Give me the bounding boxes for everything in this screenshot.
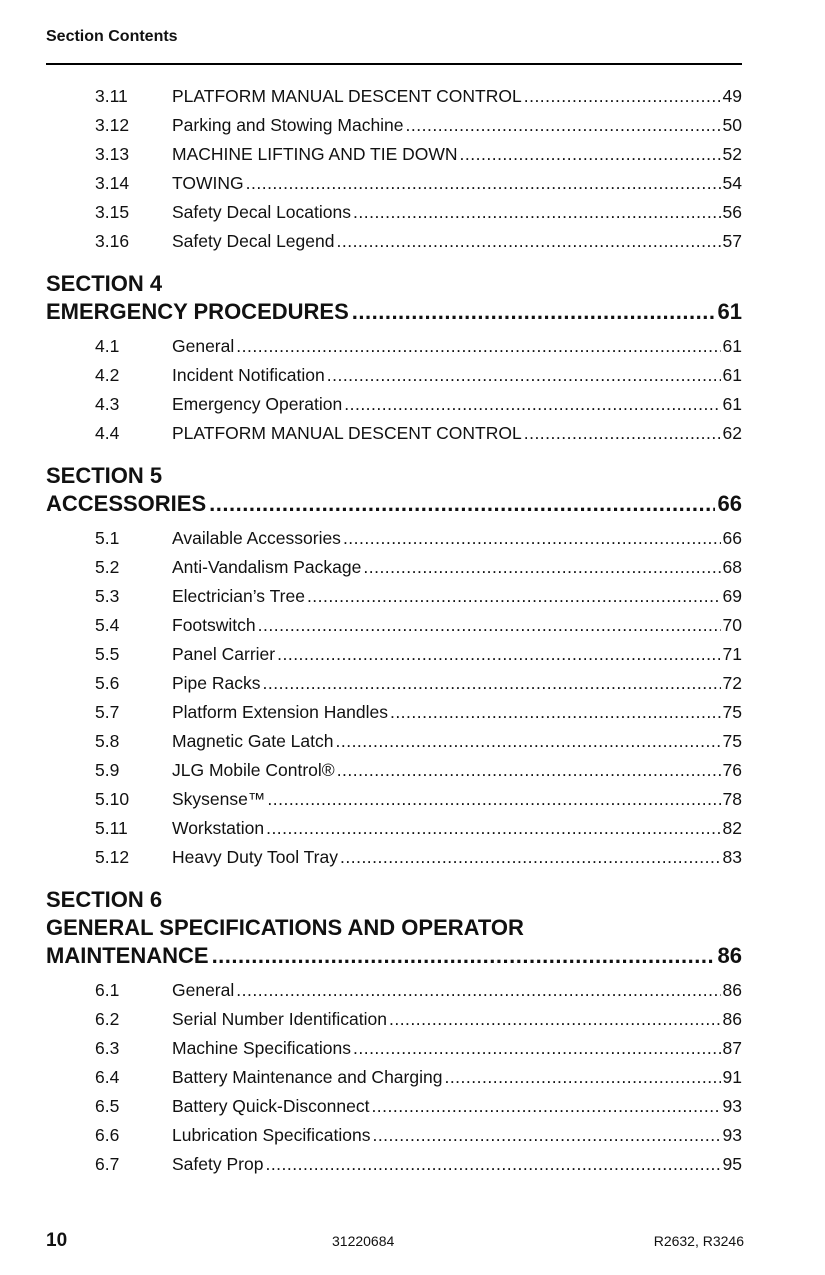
toc-entry-title: Parking and Stowing Machine: [172, 115, 404, 135]
dot-leader: [343, 524, 721, 553]
toc-entry-page: 70: [722, 615, 742, 635]
section-title: ACCESSORIES: [46, 491, 207, 516]
toc-entry-page: 76: [722, 760, 742, 780]
toc-entry[interactable]: [46, 1005, 742, 1034]
toc-entry-title: MACHINE LIFTING AND TIE DOWN: [172, 144, 458, 164]
dot-leader: [277, 640, 720, 669]
toc-entry[interactable]: [46, 227, 742, 256]
toc-section-heading[interactable]: [46, 270, 742, 326]
toc-entry-title: PLATFORM MANUAL DESCENT CONTROL: [172, 86, 522, 106]
toc-entry-title: Serial Number Identification: [172, 1009, 387, 1029]
toc-entry-page: 61: [722, 394, 742, 414]
section-label: SECTION 6: [46, 887, 163, 912]
toc-entry-page: 57: [722, 231, 742, 251]
toc-entry-number: 3.16: [95, 231, 130, 251]
toc-entry-page: 69: [722, 586, 742, 606]
toc-entry[interactable]: [46, 553, 742, 582]
toc-entry-page: 91: [722, 1067, 742, 1087]
dot-leader: [212, 942, 715, 970]
toc-entry[interactable]: [46, 727, 742, 756]
toc-entry-page: 93: [722, 1125, 742, 1145]
toc-entry[interactable]: [46, 756, 742, 785]
toc-entry-page: 86: [722, 980, 742, 1000]
toc-entry-number: 5.11: [95, 818, 128, 838]
footer-models: R2632, R3246: [653, 1233, 744, 1249]
toc-entry[interactable]: [46, 111, 742, 140]
dot-leader: [209, 490, 714, 518]
table-of-contents: [46, 82, 742, 1179]
toc-entry-page: 50: [722, 115, 742, 135]
dot-leader: [236, 976, 720, 1005]
toc-entry[interactable]: [46, 82, 742, 111]
footer-page-number: 10: [46, 1230, 68, 1251]
section-title: EMERGENCY PROCEDURES: [46, 299, 349, 324]
dot-leader: [258, 611, 721, 640]
toc-entry-title: Machine Specifications: [172, 1038, 351, 1058]
toc-entry-number: 5.1: [95, 528, 120, 548]
toc-entry[interactable]: [46, 524, 742, 553]
toc-entry[interactable]: [46, 1034, 742, 1063]
toc-entry[interactable]: [46, 582, 742, 611]
toc-section-heading[interactable]: [46, 886, 742, 970]
toc-entry-title: Safety Prop: [172, 1154, 264, 1174]
dot-leader: [444, 1063, 720, 1092]
dot-leader: [460, 140, 721, 169]
dot-leader: [372, 1121, 720, 1150]
toc-entry-number: 3.12: [95, 115, 130, 135]
toc-entry[interactable]: [46, 814, 742, 843]
toc-entry-title: Panel Carrier: [172, 644, 276, 664]
toc-entry-page: 61: [722, 336, 742, 356]
dot-leader: [390, 698, 721, 727]
section-title-final: [46, 942, 742, 970]
toc-entry-page: 68: [722, 557, 742, 577]
toc-entry-page: 78: [722, 789, 742, 809]
toc-entry-page: 83: [722, 847, 742, 867]
toc-entry-page: 61: [722, 365, 742, 385]
toc-entry[interactable]: [46, 1092, 742, 1121]
dot-leader: [340, 843, 721, 872]
toc-entry-page: 75: [722, 731, 742, 751]
toc-entry-page: 95: [722, 1154, 742, 1174]
dot-leader: [265, 1150, 720, 1179]
page-header-title: Section Contents: [46, 28, 178, 45]
section-label: SECTION 4: [46, 271, 163, 296]
section-page: 61: [717, 299, 742, 324]
dot-leader: [335, 727, 720, 756]
dot-leader: [266, 814, 720, 843]
toc-entry-title: Available Accessories: [172, 528, 341, 548]
toc-entry-page: 72: [722, 673, 742, 693]
toc-entry[interactable]: [46, 1150, 742, 1179]
dot-leader: [371, 1092, 720, 1121]
toc-entry[interactable]: [46, 640, 742, 669]
toc-entry-title: Heavy Duty Tool Tray: [172, 847, 338, 867]
toc-entry[interactable]: [46, 1063, 742, 1092]
toc-entry-title: TOWING: [172, 173, 244, 193]
dot-leader: [524, 419, 721, 448]
toc-entry[interactable]: [46, 332, 742, 361]
toc-entry-page: 71: [722, 644, 742, 664]
section-title-line: GENERAL SPECIFICATIONS AND OPERATOR: [46, 915, 524, 940]
dot-leader: [337, 756, 721, 785]
toc-entry-title: Emergency Operation: [172, 394, 343, 414]
toc-entry-number: 6.7: [95, 1154, 120, 1174]
toc-entry-page: 86: [722, 1009, 742, 1029]
dot-leader: [336, 227, 720, 256]
toc-entry-title: Workstation: [172, 818, 265, 838]
dot-leader: [307, 582, 721, 611]
toc-entry[interactable]: [46, 169, 742, 198]
dot-leader: [344, 390, 720, 419]
toc-entry[interactable]: [46, 140, 742, 169]
toc-entry-number: 4.3: [95, 394, 120, 414]
toc-entry-title: Magnetic Gate Latch: [172, 731, 334, 751]
header-rule: [46, 63, 742, 65]
toc-entry-number: 6.1: [95, 980, 120, 1000]
toc-entry[interactable]: [46, 419, 742, 448]
toc-entry[interactable]: [46, 698, 742, 727]
toc-entry-page: 82: [722, 818, 742, 838]
toc-entry-title: General: [172, 336, 235, 356]
dot-leader: [353, 198, 721, 227]
toc-entry-number: 5.12: [95, 847, 130, 867]
toc-entry-title: Battery Maintenance and Charging: [172, 1067, 443, 1087]
toc-entry-number: 3.15: [95, 202, 130, 222]
toc-entry[interactable]: [46, 198, 742, 227]
toc-entry-page: 66: [722, 528, 742, 548]
toc-entry-number: 4.4: [95, 423, 120, 443]
toc-entry[interactable]: [46, 843, 742, 872]
section-title-final: [46, 490, 742, 518]
toc-section-heading[interactable]: [46, 462, 742, 518]
dot-leader: [267, 785, 720, 814]
page-footer: [46, 1230, 744, 1254]
dot-leader: [363, 553, 720, 582]
toc-entry-title: Footswitch: [172, 615, 256, 635]
dot-leader: [524, 82, 721, 111]
toc-entry-number: 5.10: [95, 789, 130, 809]
section-page: 66: [717, 491, 742, 516]
toc-entry-title: Incident Notification: [172, 365, 325, 385]
toc-entry-page: 75: [722, 702, 742, 722]
toc-entry-number: 5.6: [95, 673, 120, 693]
toc-entry-number: 5.8: [95, 731, 120, 751]
toc-entry-number: 6.2: [95, 1009, 120, 1029]
toc-entry[interactable]: [46, 611, 742, 640]
toc-entry-number: 4.1: [95, 336, 120, 356]
section-title-final: [46, 298, 742, 326]
toc-entry-title: Skysense™: [172, 789, 266, 809]
toc-entry-number: 6.5: [95, 1096, 120, 1116]
toc-entry-number: 4.2: [95, 365, 120, 385]
toc-entry-title: General: [172, 980, 235, 1000]
toc-entry[interactable]: [46, 390, 742, 419]
toc-entry-number: 3.11: [95, 86, 128, 106]
toc-entry[interactable]: [46, 1121, 742, 1150]
toc-entry-number: 3.13: [95, 144, 130, 164]
toc-entry-title: Platform Extension Handles: [172, 702, 388, 722]
toc-entry-title: Safety Decal Legend: [172, 231, 335, 251]
toc-entry-title: PLATFORM MANUAL DESCENT CONTROL: [172, 423, 522, 443]
toc-entry-page: 93: [722, 1096, 742, 1116]
section-title: MAINTENANCE: [46, 943, 209, 968]
dot-leader: [246, 169, 721, 198]
footer-document-number: 31220684: [332, 1233, 395, 1249]
toc-entry-number: 5.7: [95, 702, 120, 722]
toc-entry-title: Anti-Vandalism Package: [172, 557, 362, 577]
toc-entry[interactable]: [46, 976, 742, 1005]
toc-entry[interactable]: [46, 669, 742, 698]
toc-entry-number: 5.5: [95, 644, 120, 664]
toc-entry-title: Safety Decal Locations: [172, 202, 351, 222]
dot-leader: [263, 669, 721, 698]
dot-leader: [352, 298, 715, 326]
toc-entry-number: 6.3: [95, 1038, 120, 1058]
toc-entry-number: 5.3: [95, 586, 120, 606]
toc-entry-number: 6.4: [95, 1067, 120, 1087]
toc-entry-page: 52: [722, 144, 742, 164]
toc-entry-title: Electrician’s Tree: [172, 586, 305, 606]
toc-entry-title: Battery Quick-Disconnect: [172, 1096, 370, 1116]
toc-entry-number: 5.2: [95, 557, 120, 577]
toc-entry-page: 49: [722, 86, 742, 106]
toc-entry-title: JLG Mobile Control®: [172, 760, 335, 780]
toc-entry-page: 56: [722, 202, 742, 222]
toc-entry-page: 54: [722, 173, 742, 193]
toc-entry-number: 5.4: [95, 615, 120, 635]
toc-entry-number: 6.6: [95, 1125, 120, 1145]
toc-entry-page: 87: [722, 1038, 742, 1058]
toc-entry-page: 62: [722, 423, 742, 443]
toc-entry-title: Lubrication Specifications: [172, 1125, 371, 1145]
dot-leader: [389, 1005, 721, 1034]
toc-entry-number: 3.14: [95, 173, 130, 193]
toc-entry-title: Pipe Racks: [172, 673, 261, 693]
toc-entry[interactable]: [46, 785, 742, 814]
section-label: SECTION 5: [46, 463, 163, 488]
dot-leader: [406, 111, 721, 140]
toc-entry[interactable]: [46, 361, 742, 390]
dot-leader: [327, 361, 721, 390]
dot-leader: [353, 1034, 721, 1063]
toc-entry-number: 5.9: [95, 760, 120, 780]
dot-leader: [236, 332, 720, 361]
section-page: 86: [717, 943, 742, 968]
